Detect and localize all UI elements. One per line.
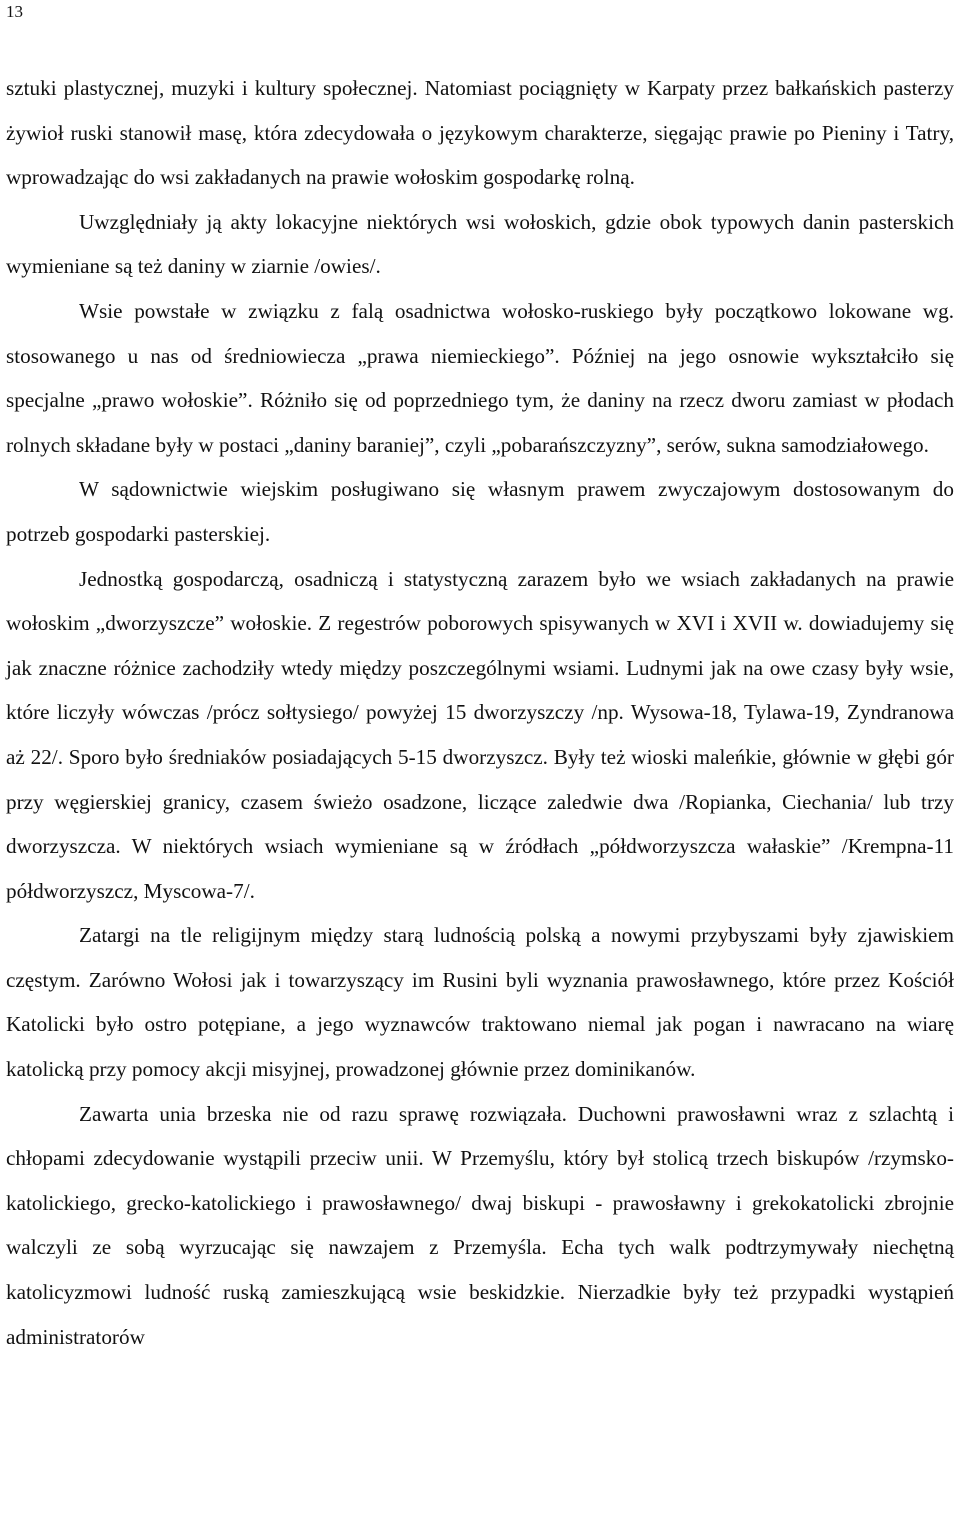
paragraph: Zatargi na tle religijnym między starą ludnością polską a nowymi przybyszami były zjawiskiem częstym. Zarówno Wołosi jak i towarzyszący im Rusini byli wyznania prawosławnego, które przez Kościół Katolicki było ostro potępiane, a jego wyznawców traktowano niemal jak pogan i nawracano na wiarę katolicką przy pomocy akcji misyjnej, prowadzonej głównie przez dominikanów.	[6, 923, 954, 1082]
page-number: 13	[6, 2, 23, 21]
document-body	[6, 66, 954, 1359]
paragraph: W sądownictwie wiejskim posługiwano się własnym prawem zwyczajowym dostosowanym do potrzeb gospodarki pasterskiej.	[6, 477, 954, 546]
paragraph-continuation: sztuki plastycznej, muzyki i kultury społecznej. Natomiast pociągnięty w Karpaty przez bałkańskich pasterzy żywioł ruski stanowił masę, która zdecydowała o językowym charakterze, sięgając prawie po Pieniny i Tatry, wprowadzając do wsi zakładanych na prawie wołoskim gospodarkę rolną.	[6, 76, 954, 190]
paragraph: Uwzględniały ją akty lokacyjne niektórych wsi wołoskich, gdzie obok typowych danin pasterskich wymieniane są też daniny w ziarnie /owies/.	[6, 209, 954, 279]
paragraph: Zawarta unia brzeska nie od razu sprawę rozwiązała. Duchowni prawosławni wraz z szlachtą i chłopami zdecydowanie wystąpili przeciw unii. W Przemyślu, który był stolicą trzech biskupów /rzymsko-katolickiego, grecko-katolickiego i prawosławnego/ dwaj biskupi - prawosławny i grekokatolicki zbrojnie walczyli ze sobą wyrzucając się nawzajem z Przemyśla. Echa tych walk podtrzymywały niechętną katolicyzmowi ludność ruską zamieszkującą wsie beskidzkie. Nierzadkie były też przypadki wystąpień administratorów	[6, 1101, 954, 1349]
paragraph: Jednostką gospodarczą, osadniczą i statystyczną zarazem było we wsiach zakładanych na prawie wołoskim „dworzyszcze” wołoskie. Z regestrów poborowych spisywanych w XVI i XVII w. dowiadujemy się jak znaczne różnice zachodziły wtedy między poszczególnymi wsiami. Ludnymi jak na owe czasy były wsie, które liczyły wówczas /prócz sołtysiego/ powyżej 15 dworzyszczy /np. Wysowa-18, Tylawa-19, Zyndranowa aż 22/. Sporo było średniaków posiadających 5-15 dworzyszcz. Były też wioski maleńkie, głównie w głębi gór przy węgierskiej granicy, czasem świeżo osadzone, liczące zaledwie dwa /Ropianka, Ciechania/ lub trzy dworzyszcza. W niektórych wsiach wymieniane są w źródłach „półdworzyszcza wałaskie” /Krempna-11 półdworzyszcz, Myscowa-7/.	[6, 566, 954, 903]
paragraph: Wsie powstałe w związku z falą osadnictwa wołosko-ruskiego były początkowo lokowane wg. stosowanego u nas od średniowiecza „prawa niemieckiego”. Później na jego osnowie wykształciło się specjalne „prawo wołoskie”. Różniło się od poprzedniego tym, że daniny na rzecz dworu zamiast w płodach rolnych składane były w postaci „daniny baraniej”, czyli „pobarańszczyzny”, serów, sukna samodziałowego.	[6, 298, 954, 457]
